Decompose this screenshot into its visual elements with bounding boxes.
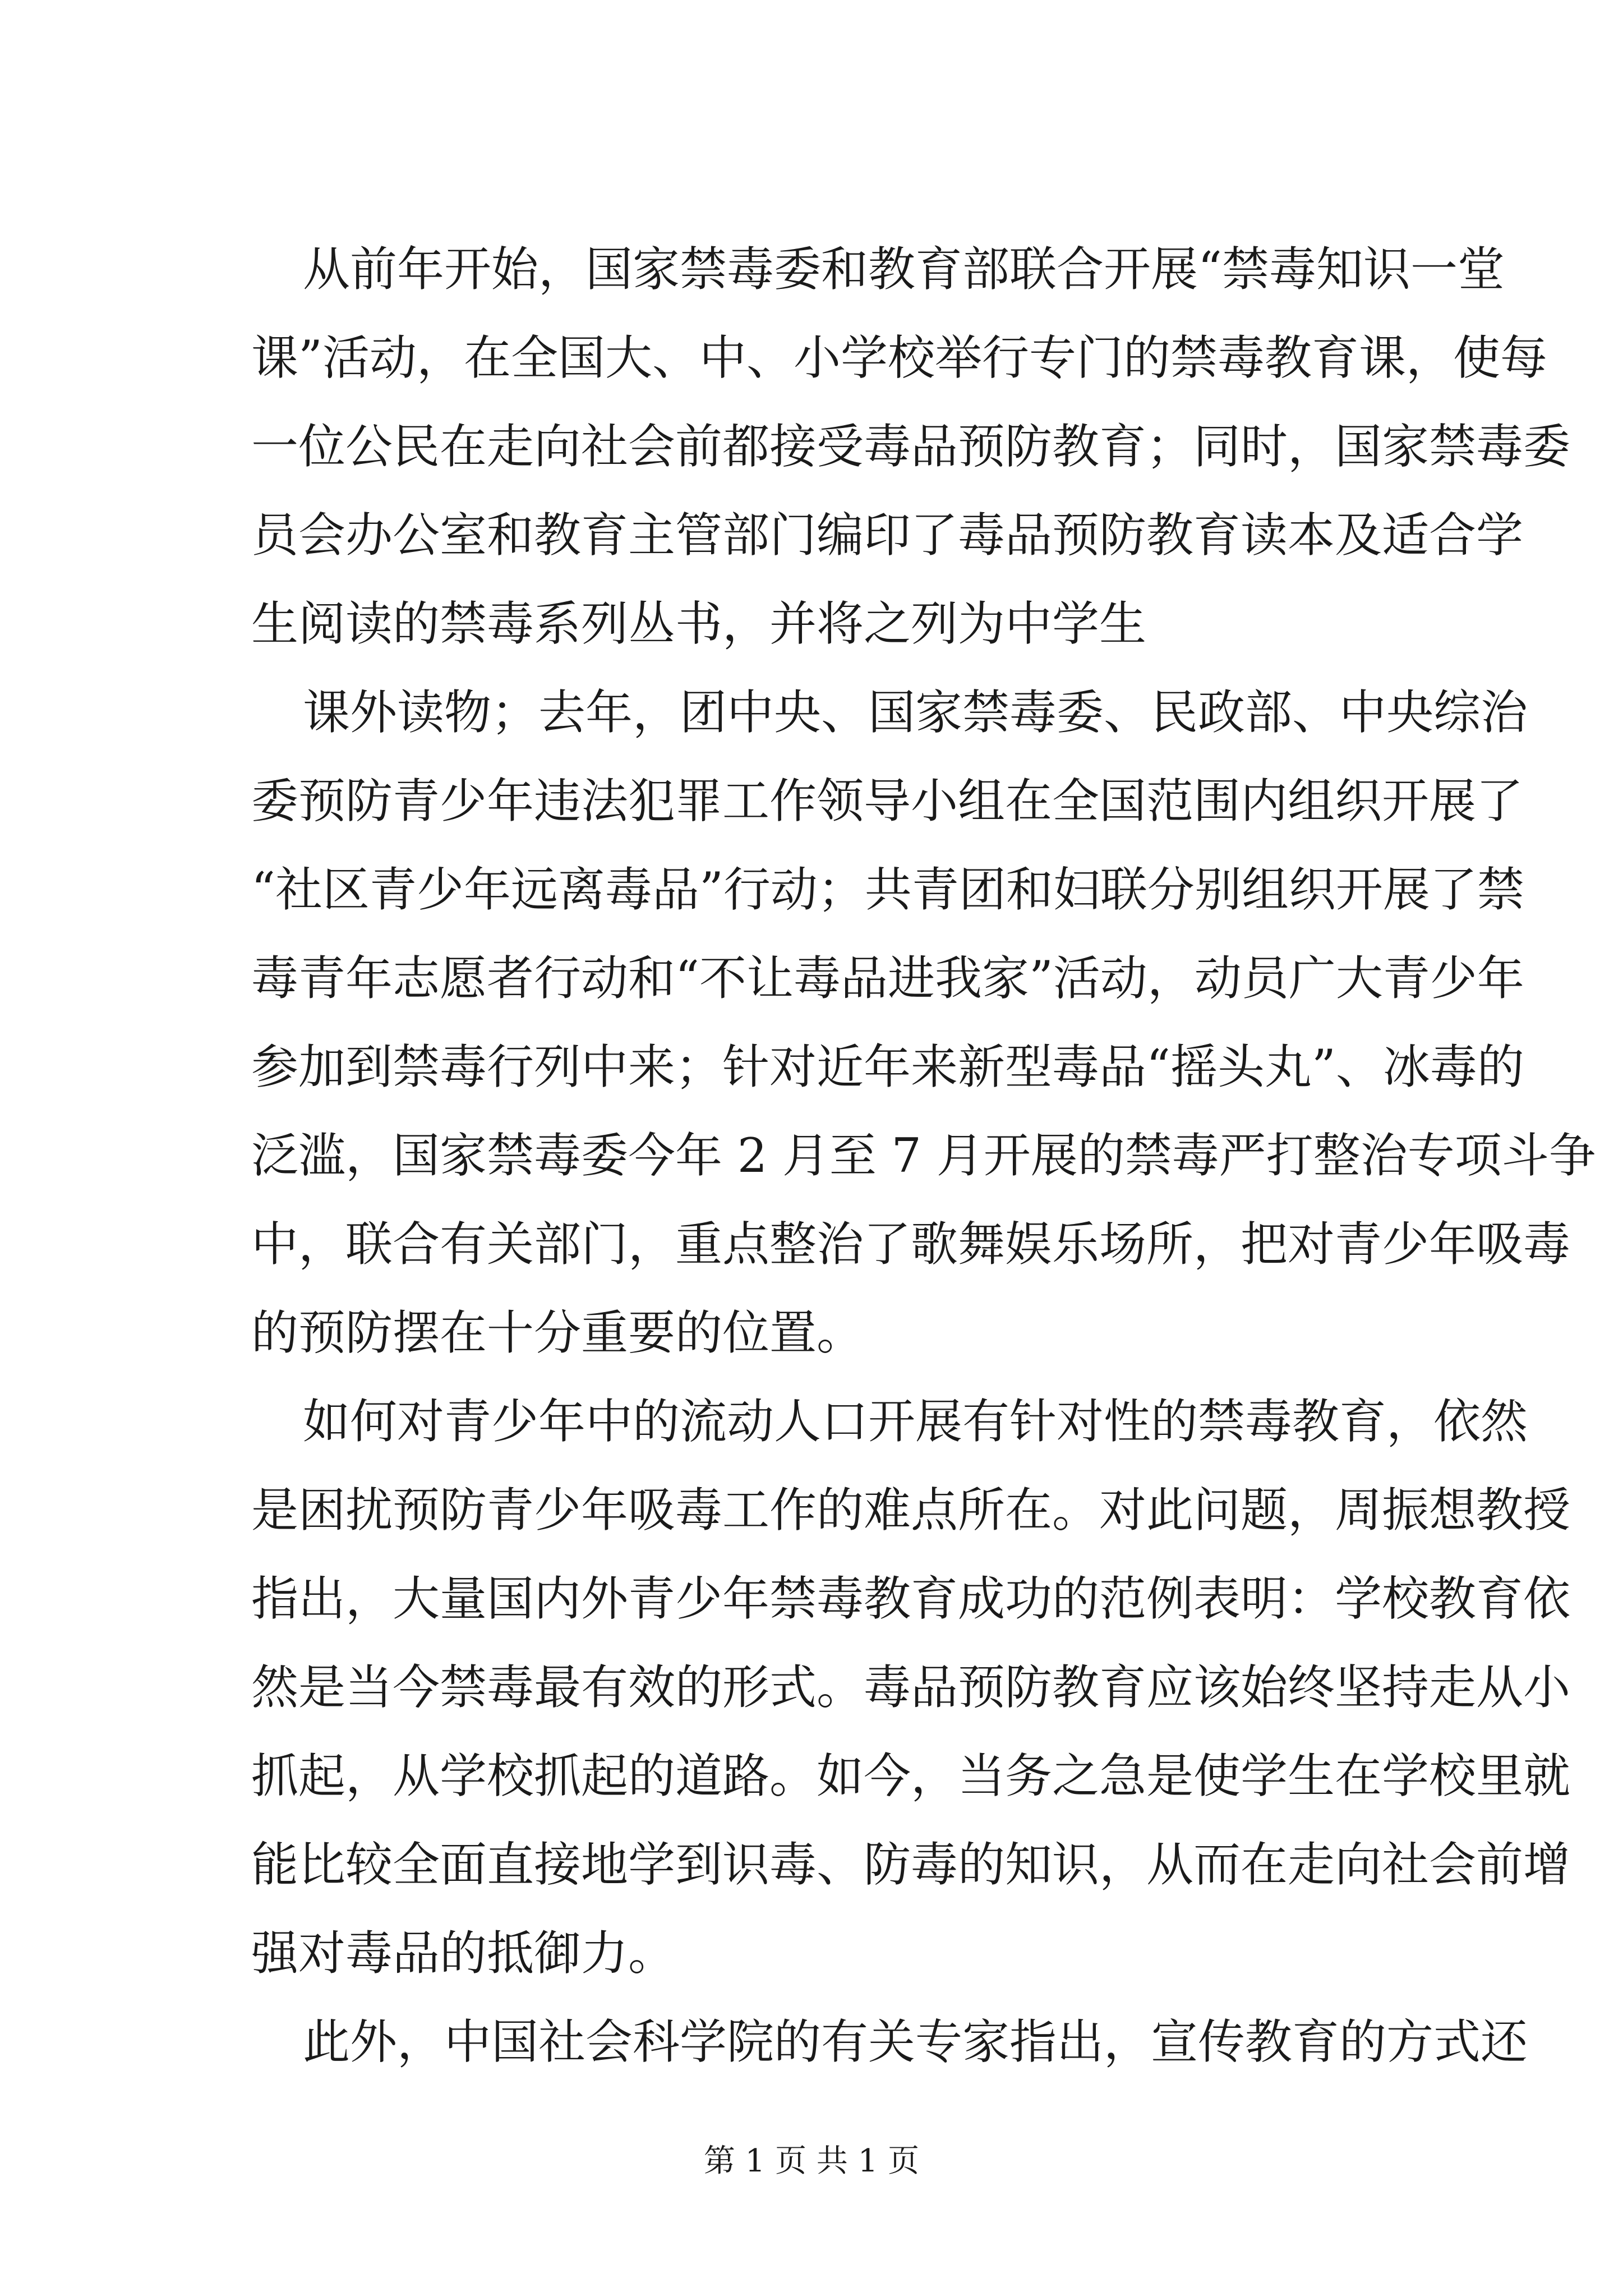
paragraph-line: 如何对青少年中的流动人口开展有针对性的禁毒教育，依然 [303,1394,1528,1449]
paragraph-line: 的预防摆在十分重要的位置。 [251,1305,864,1360]
paragraph-line: 生阅读的禁毒系列丛书，并将之列为中学生 [251,596,1147,651]
paragraph-line: 此外，中国社会科学院的有关专家指出，宣传教育的方式还 [303,2014,1528,2069]
paragraph-line: 员会办公室和教育主管部门编印了毒品预防教育读本及适合学 [251,508,1524,563]
paragraph-line: 中，联合有关部门，重点整治了歌舞娱乐场所，把对青少年吸毒 [251,1217,1571,1272]
page-number-footer: 第 1 页 共 1 页 [703,2143,920,2179]
paragraph-line: 毒青年志愿者行动和“不让毒品进我家”活动，动员广大青少年 [251,951,1524,1006]
paragraph-line: 抓起，从学校抓起的道路。如今，当务之急是使学生在学校里就 [251,1749,1571,1803]
paragraph-line: 从前年开始，国家禁毒委和教育部联合开展“禁毒知识一堂 [303,242,1505,297]
paragraph-line: 一位公民在走向社会前都接受毒品预防教育；同时，国家禁毒委 [251,419,1571,474]
paragraph-line: 是困扰预防青少年吸毒工作的难点所在。对此问题，周振想教授 [251,1483,1571,1538]
paragraph-line: 然是当今禁毒最有效的形式。毒品预防教育应该始终坚持走从小 [251,1660,1571,1715]
paragraph-line: 能比较全面直接地学到识毒、防毒的知识，从而在走向社会前增 [251,1837,1571,1892]
paragraph-line: 指出，大量国内外青少年禁毒教育成功的范例表明：学校教育依 [251,1571,1571,1626]
paragraph-line: 参加到禁毒行列中来；针对近年来新型毒品“摇头丸”、冰毒的 [251,1039,1524,1094]
paragraph-line: 泛滥，国家禁毒委今年 2 月至 7 月开展的禁毒严打整治专项斗争 [251,1128,1596,1183]
paragraph-line: 课”活动，在全国大、中、小学校举行专门的禁毒教育课，使每 [251,330,1547,385]
paragraph-line: 强对毒品的抵御力。 [251,1926,676,1981]
paragraph-line: 委预防青少年违法犯罪工作领导小组在全国范围内组织开展了 [251,774,1524,829]
paragraph-line: “社区青少年远离毒品”行动；共青团和妇联分别组织开展了禁 [251,862,1524,917]
paragraph-line: 课外读物；去年，团中央、国家禁毒委、民政部、中央综治 [303,685,1528,740]
